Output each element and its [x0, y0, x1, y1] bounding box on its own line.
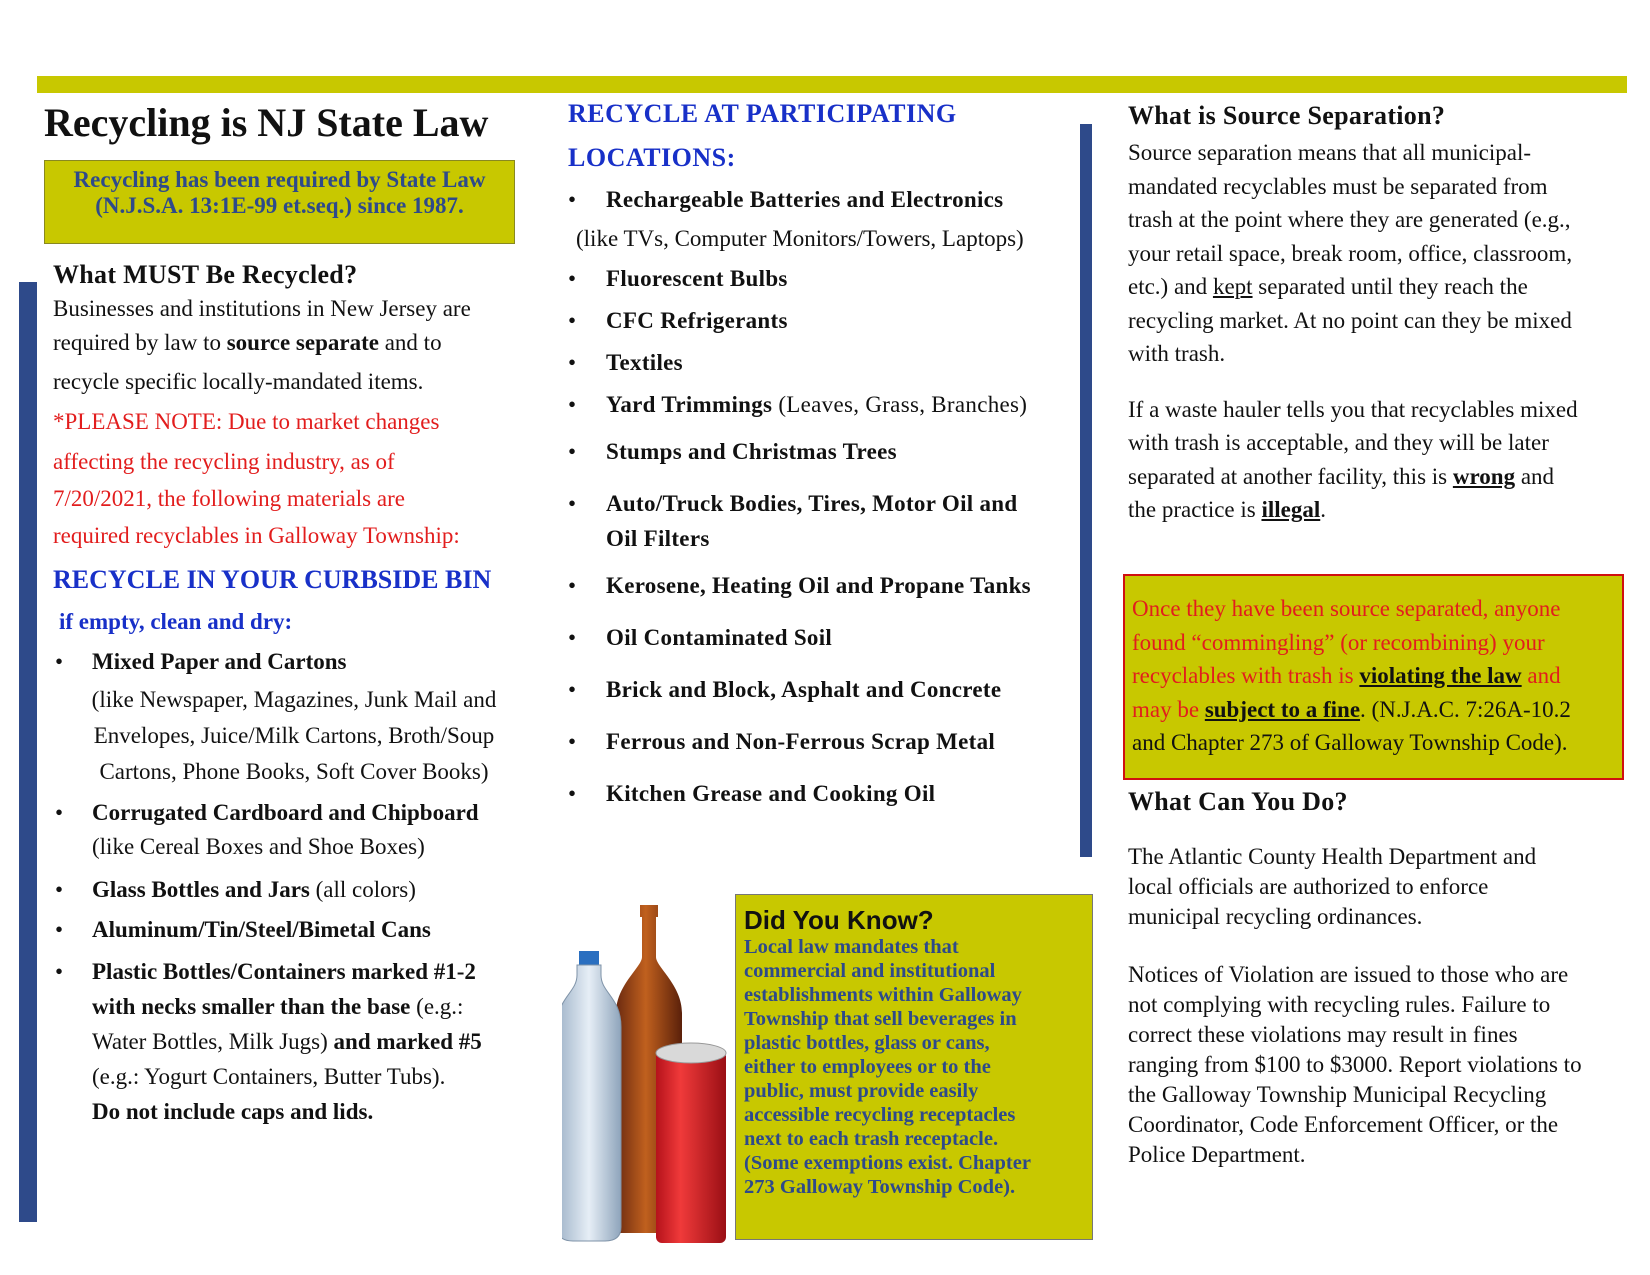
item-label: Auto/Truck Bodies, Tires, Motor Oil and: [606, 491, 1018, 516]
text-line: The Atlantic County Health Department and: [1128, 844, 1537, 869]
must-recycle-section: [53, 258, 523, 1129]
page-title: Recycling is NJ State Law: [44, 100, 489, 145]
item-label: Yard Trimmings: [606, 392, 773, 417]
middle-accent-bar: [1080, 124, 1092, 857]
intro-text: and to: [378, 330, 442, 355]
state-law-line: (N.J.S.A. 13:1E-99 et.seq.) since 1987.: [95, 193, 464, 218]
text-line: the Galloway Township Municipal Recycling: [1128, 1082, 1547, 1107]
list-item: • Oil Contaminated Soil: [568, 612, 1078, 664]
item-label: Corrugated Cardboard and Chipboard: [92, 800, 479, 825]
top-accent-bar: [37, 76, 1627, 93]
text-span: separated at another facility, this is: [1128, 463, 1453, 489]
note-line: required recyclables in Galloway Township:: [53, 523, 460, 548]
item-label: Oil Filters: [606, 526, 710, 551]
text-line: Source separation means that all municipal-: [1128, 140, 1532, 165]
list-item: • Stumps and Christmas Trees: [568, 426, 1078, 478]
text-span: separated until they reach the: [1252, 274, 1528, 299]
detail-line: (like Newspaper, Magazines, Junk Mail and: [91, 687, 497, 712]
item-detail: (e.g.:: [410, 994, 464, 1019]
text-line: your retail space, break room, office, classroom,: [1128, 240, 1573, 266]
list-item: • Brick and Block, Asphalt and Concrete: [568, 664, 1078, 716]
did-you-know-heading: Did You Know?: [744, 905, 934, 935]
text-line: with trash.: [1128, 341, 1226, 366]
did-you-know-box: [735, 894, 1093, 1240]
list-item: • CFC Refrigerants: [568, 300, 1078, 342]
text-line: Notices of Violation are issued to those who are: [1128, 962, 1569, 987]
text-emphasis: kept: [1212, 274, 1253, 299]
state-law-box: [44, 160, 515, 244]
item-label: and marked #5: [327, 1029, 482, 1054]
hauler-text: [1128, 393, 1628, 527]
must-recycle-heading: What MUST Be Recycled?: [53, 260, 358, 289]
text-line: found “commingling” (or recombining) your: [1132, 629, 1545, 655]
intro-line: Businesses and institutions in New Jersey are: [53, 296, 471, 321]
list-item: • Kerosene, Heating Oil and Propane Tanks: [568, 560, 1078, 612]
text-line: Township that sell beverages in: [744, 1008, 1017, 1030]
text-line: Local law mandates that: [744, 936, 959, 958]
locations-heading: RECYCLE AT PARTICIPATING: [568, 99, 957, 128]
item-detail: (all colors): [309, 877, 416, 902]
item-detail: (like TVs, Computer Monitors/Towers, Laptops): [576, 226, 1024, 251]
item-detail: [53, 682, 523, 790]
detail-line: Envelopes, Juice/Milk Cartons, Broth/Soup: [93, 723, 495, 748]
text-line: Coordinator, Code Enforcement Officer, or the: [1128, 1112, 1559, 1137]
curbside-list: [53, 642, 523, 682]
text-line: [1132, 693, 1616, 727]
text-span: etc.) and: [1128, 274, 1213, 299]
text-line: municipal recycling ordinances.: [1128, 904, 1423, 929]
column-state-law: [44, 98, 522, 244]
item-label: Mixed Paper and Cartons: [92, 649, 347, 674]
item-label: Aluminum/Tin/Steel/Bimetal Cans: [92, 917, 431, 942]
text-line: next to each trash receptacle.: [744, 1128, 999, 1150]
text-line: local officials are authorized to enforce: [1128, 874, 1489, 899]
item-detail: Water Bottles, Milk Jugs): [92, 1029, 328, 1054]
bottles-image: [562, 903, 732, 1243]
list-item: [53, 870, 523, 910]
locations-list: [568, 180, 1078, 220]
list-item: [53, 796, 523, 864]
column-participating-locations: [568, 92, 1078, 820]
text-line: trash at the point where they are generated (e.g.,: [1128, 207, 1571, 232]
item-detail: (Leaves, Grass, Branches): [772, 392, 1028, 417]
list-item: • Rechargeable Batteries and Electronics: [568, 180, 1078, 220]
intro-line: recycle specific locally-mandated items.: [53, 369, 424, 394]
text-line: with trash is acceptable, and they will be later: [1128, 430, 1549, 455]
text-span: recyclables with trash is: [1132, 663, 1360, 688]
text-line: 273 Galloway Township Code).: [744, 1176, 1016, 1198]
text-line: correct these violations may result in fines: [1128, 1022, 1518, 1047]
text-line: [1128, 493, 1628, 527]
authority-text: [1128, 842, 1628, 932]
text-emphasis: subject to a fine: [1204, 696, 1361, 722]
locations-heading: LOCATIONS:: [568, 143, 736, 172]
text-line: ranging from $100 to $3000. Report violations to: [1128, 1052, 1582, 1077]
item-label: Plastic Bottles/Containers marked #1-2: [92, 959, 476, 984]
text-line: commercial and institutional: [744, 960, 996, 982]
text-span: and: [1521, 663, 1561, 688]
text-span: and: [1515, 463, 1555, 489]
list-item: • Ferrous and Non-Ferrous Scrap Metal: [568, 716, 1078, 768]
text-emphasis: illegal: [1261, 497, 1321, 522]
curbside-heading: RECYCLE IN YOUR CURBSIDE BIN: [53, 565, 492, 594]
text-line: [1132, 659, 1616, 693]
item-detail: (e.g.: Yogurt Containers, Butter Tubs).: [92, 1064, 446, 1089]
note-line: *PLEASE NOTE: Due to market changes: [53, 409, 440, 434]
text-line: accessible recycling receptacles: [744, 1104, 1016, 1126]
intro-line: [53, 324, 523, 362]
text-emphasis: wrong: [1452, 463, 1516, 489]
note-line: affecting the recycling industry, as of: [53, 449, 395, 474]
text-line: public, must provide easily: [744, 1080, 979, 1102]
text-line: Once they have been source separated, anyone: [1132, 596, 1561, 621]
note-line: 7/20/2021, the following materials are: [53, 486, 405, 511]
commingling-warning-box: [1123, 574, 1624, 780]
curbside-list: [53, 796, 523, 1129]
list-item: [53, 910, 523, 950]
item-label: with necks smaller than the base: [92, 994, 411, 1019]
column-source-separation: [1128, 96, 1628, 527]
text-span: . (N.J.A.C. 7:26A-10.2: [1360, 696, 1571, 722]
what-can-you-do-heading: What Can You Do?: [1128, 787, 1348, 816]
text-span: the practice is: [1128, 497, 1262, 522]
text-line: If a waste hauler tells you that recyclables mixed: [1128, 396, 1578, 422]
intro-text: required by law to: [53, 330, 227, 355]
source-separation-text: [1128, 136, 1628, 371]
text-line: not complying with recycling rules. Failure to: [1128, 992, 1551, 1017]
did-you-know-text: [744, 935, 1084, 1199]
violations-text: [1128, 960, 1628, 1170]
text-span: may be: [1132, 696, 1205, 722]
detail-line: Cartons, Phone Books, Soft Cover Books): [99, 759, 489, 784]
left-accent-bar: [19, 282, 37, 1222]
list-item: [53, 642, 523, 682]
item-warning: Do not include caps and lids.: [92, 1099, 374, 1124]
intro-emphasis: source separate: [226, 330, 379, 355]
text-line: either to employees or to the: [744, 1056, 991, 1078]
list-item: [568, 486, 1078, 556]
text-line: (Some exemptions exist. Chapter: [744, 1152, 1031, 1174]
list-item: [568, 384, 1078, 426]
text-line: and Chapter 273 of Galloway Township Code).: [1132, 730, 1568, 755]
text-span: .: [1320, 497, 1326, 522]
locations-list: [568, 258, 1078, 820]
text-line: plastic bottles, glass or cans,: [744, 1032, 990, 1054]
what-can-you-do-section: [1128, 782, 1628, 1170]
item-detail: (like Cereal Boxes and Shoe Boxes): [92, 834, 425, 859]
text-line: mandated recyclables must be separated from: [1128, 173, 1548, 199]
text-line: [1128, 270, 1628, 304]
item-label: Glass Bottles and Jars: [92, 877, 310, 902]
list-item: • Fluorescent Bulbs: [568, 258, 1078, 300]
text-line: establishments within Galloway: [744, 984, 1022, 1006]
text-line: recycling market. At no point can they be mixed: [1128, 307, 1572, 333]
state-law-line: Recycling has been required by State Law: [73, 167, 486, 192]
text-emphasis: violating the law: [1359, 663, 1522, 688]
text-line: Police Department.: [1128, 1142, 1306, 1167]
list-item: [53, 954, 523, 1129]
curbside-subheading: if empty, clean and dry:: [59, 609, 293, 634]
source-separation-heading: What is Source Separation?: [1128, 101, 1446, 130]
list-item: • Textiles: [568, 342, 1078, 384]
list-item: • Kitchen Grease and Cooking Oil: [568, 768, 1078, 820]
text-line: [1128, 460, 1628, 494]
